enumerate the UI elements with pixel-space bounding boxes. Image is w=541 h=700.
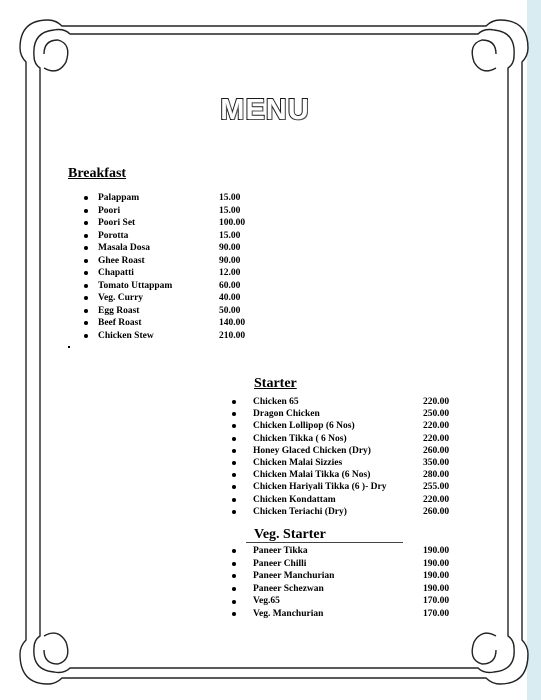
- item-price: 220.00: [423, 433, 450, 444]
- item-price: 170.00: [423, 608, 450, 619]
- menu-item: [228, 420, 458, 432]
- bullet-icon: [84, 309, 88, 313]
- menu-item: [228, 608, 458, 621]
- bullet-icon: [232, 424, 236, 428]
- item-name: Chicken Tikka ( 6 Nos): [253, 433, 347, 444]
- stray-mark: [68, 346, 70, 348]
- menu-item: [80, 230, 280, 243]
- item-price: 12.00: [219, 268, 241, 278]
- item-price: 260.00: [423, 506, 450, 517]
- item-name: Chicken Teriachi (Dry): [253, 506, 347, 517]
- bullet-icon: [232, 412, 236, 416]
- menu-item: [80, 317, 280, 330]
- menu-item: [80, 330, 280, 343]
- menu-item: [228, 433, 458, 445]
- item-price: 140.00: [219, 318, 246, 328]
- item-name: Chapatti: [98, 268, 134, 278]
- bullet-icon: [232, 510, 236, 514]
- item-name: Paneer Tikka: [253, 546, 308, 556]
- item-price: 260.00: [423, 445, 450, 456]
- bullet-icon: [84, 209, 88, 213]
- item-price: 15.00: [219, 205, 241, 216]
- menu-item: [80, 267, 280, 280]
- item-name: Tomato Uttappam: [98, 280, 173, 291]
- bullet-icon: [84, 221, 88, 225]
- bullet-icon: [232, 612, 236, 616]
- bullet-icon: [232, 549, 236, 553]
- bullet-icon: [232, 473, 236, 477]
- item-price: 60.00: [219, 280, 241, 291]
- menu-item: [228, 558, 458, 571]
- bullet-icon: [232, 562, 236, 566]
- item-name: Porotta: [98, 230, 129, 241]
- item-name: Honey Glaced Chicken (Dry): [253, 445, 371, 456]
- menu-item: [228, 481, 458, 493]
- item-price: 90.00: [219, 243, 241, 253]
- item-name: Poori: [98, 205, 121, 216]
- bullet-icon: [232, 400, 236, 404]
- item-name: Palappam: [98, 193, 140, 203]
- menu-item: [228, 457, 458, 469]
- item-price: 190.00: [423, 583, 450, 594]
- bullet-icon: [232, 485, 236, 489]
- bullet-icon: [84, 259, 88, 263]
- menu-item: [80, 242, 280, 255]
- item-name: Chicken Stew: [98, 330, 154, 341]
- item-price: 50.00: [219, 305, 241, 316]
- item-name: Chicken Malai Tikka (6 Nos): [253, 470, 371, 481]
- menu-item: [80, 205, 280, 218]
- menu-item: [228, 396, 458, 408]
- bullet-icon: [232, 587, 236, 591]
- item-name: Chicken Hariyali Tikka (6 )- Dry: [253, 482, 387, 493]
- menu-item: [228, 494, 458, 506]
- item-price: 210.00: [219, 330, 246, 341]
- item-name: Egg Roast: [98, 305, 140, 316]
- menu-item: [228, 408, 458, 420]
- menu-item: [80, 192, 280, 205]
- starter-list: [228, 396, 458, 518]
- bullet-icon: [84, 234, 88, 238]
- veg-starter-heading: Veg. Starter: [254, 527, 326, 542]
- item-name: Veg.65: [253, 596, 280, 607]
- item-name: Chicken Kondattam: [253, 494, 336, 505]
- menu-item: [228, 506, 458, 518]
- breakfast-list: [80, 192, 280, 342]
- item-price: 280.00: [423, 470, 450, 481]
- item-price: 15.00: [219, 193, 241, 203]
- menu-item: [80, 280, 280, 293]
- bullet-icon: [232, 574, 236, 578]
- item-name: Masala Dosa: [98, 243, 150, 253]
- item-price: 190.00: [423, 571, 450, 582]
- menu-item: [228, 545, 458, 558]
- item-price: 220.00: [423, 397, 450, 407]
- menu-title: MENU: [220, 94, 310, 126]
- item-price: 190.00: [423, 546, 450, 556]
- item-price: 220.00: [423, 421, 450, 432]
- item-price: 15.00: [219, 230, 241, 241]
- menu-item: [80, 255, 280, 268]
- item-name: Poori Set: [98, 218, 136, 228]
- bullet-icon: [232, 600, 236, 604]
- bullet-icon: [84, 271, 88, 275]
- item-price: 250.00: [423, 409, 450, 420]
- item-price: 170.00: [423, 596, 450, 607]
- bullet-icon: [84, 246, 88, 250]
- menu-item: [228, 583, 458, 596]
- menu-item: [228, 595, 458, 608]
- menu-item: [228, 445, 458, 457]
- item-name: Beef Roast: [98, 318, 142, 328]
- breakfast-heading: Breakfast: [68, 166, 127, 181]
- veg-starter-list: [228, 545, 458, 621]
- item-name: Ghee Roast: [98, 255, 145, 266]
- bullet-icon: [232, 449, 236, 453]
- item-price: 190.00: [423, 558, 450, 569]
- item-price: 350.00: [423, 457, 450, 468]
- item-name: Paneer Schezwan: [253, 583, 324, 594]
- bullet-icon: [232, 498, 236, 502]
- item-price: 40.00: [219, 293, 241, 303]
- menu-item: [80, 305, 280, 318]
- bullet-icon: [232, 437, 236, 441]
- bullet-icon: [84, 284, 88, 288]
- item-name: Chicken Lollipop (6 Nos): [253, 421, 355, 432]
- side-strip: [527, 0, 541, 700]
- bullet-icon: [84, 296, 88, 300]
- item-name: Chicken Malai Sizzies: [253, 457, 343, 468]
- menu-item: [80, 292, 280, 305]
- menu-item: [228, 570, 458, 583]
- item-name: Paneer Chilli: [253, 558, 307, 569]
- starter-heading: Starter: [254, 376, 297, 391]
- item-name: Veg. Curry: [98, 293, 144, 303]
- menu-item: [80, 217, 280, 230]
- item-price: 100.00: [219, 218, 246, 228]
- item-name: Dragon Chicken: [253, 409, 320, 420]
- bullet-icon: [232, 461, 236, 465]
- bullet-icon: [84, 196, 88, 200]
- bullet-icon: [84, 334, 88, 338]
- item-price: 255.00: [423, 482, 450, 493]
- item-price: 220.00: [423, 494, 450, 505]
- menu-item: [228, 469, 458, 481]
- item-name: Chicken 65: [253, 397, 299, 407]
- item-name: Paneer Manchurian: [253, 571, 335, 582]
- item-name: Veg. Manchurian: [253, 608, 324, 619]
- bullet-icon: [84, 321, 88, 325]
- item-price: 90.00: [219, 255, 241, 266]
